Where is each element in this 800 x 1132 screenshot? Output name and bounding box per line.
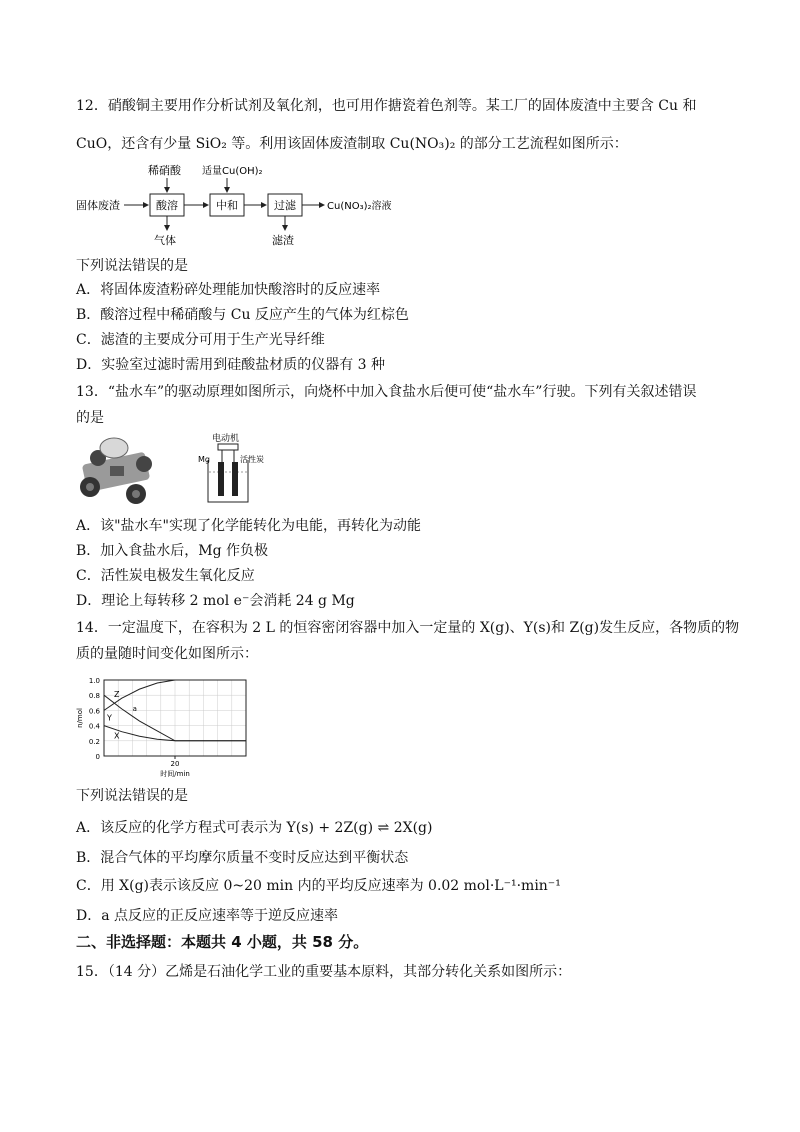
point-a-label: a	[132, 705, 137, 714]
flow-step3: 过滤	[274, 199, 296, 212]
flow-end: Cu(NO₃)₂溶液	[327, 201, 392, 212]
q12-option-a: A．将固体废渣粉碎处理能加快酸溶时的反应速率	[76, 282, 381, 298]
y-tick-label: 0.2	[88, 737, 100, 746]
series-label-y: Y	[107, 713, 112, 723]
x-tick-label: 20	[170, 760, 180, 768]
salt-water-car-photo	[74, 432, 160, 510]
q14-line2: 质的量随时间变化如图所示：	[76, 646, 258, 662]
mg-electrode-label: Mg	[198, 455, 210, 464]
q13-option-d: D．理论上每转移 2 mol e⁻会消耗 24 g Mg	[76, 593, 355, 609]
flow-step2-in: 适量Cu(OH)₂	[202, 166, 263, 177]
q13-option-a: A．该"盐水车"实现了化学能转化为电能，再转化为动能	[76, 518, 421, 534]
y-tick-label: 0.8	[88, 692, 100, 701]
flow-step3-out: 滤渣	[272, 234, 294, 247]
q14-stem: 下列说法错误的是	[76, 788, 188, 804]
flow-step2: 中和	[216, 199, 238, 212]
q14-option-c: C．用 X(g)表示该反应 0~20 min 内的平均反应速率为 0.02 mol·L⁻¹·min⁻¹	[76, 878, 561, 894]
y-tick-label: 0.6	[88, 707, 100, 716]
motor-label: 电动机	[212, 434, 240, 444]
q12-line2: CuO，还含有少量 SiO₂ 等。利用该固体废渣制取 Cu(NO₃)₂ 的部分工艺流程如图所示：	[76, 136, 628, 152]
q12-option-b: B．酸溶过程中稀硝酸与 Cu 反应产生的气体为红棕色	[76, 307, 409, 323]
section-2-heading: 二、非选择题：本题共 4 小题，共 58 分。	[76, 933, 369, 951]
y-axis-label: n/mol	[76, 708, 84, 728]
q14-option-b: B．混合气体的平均摩尔质量不变时反应达到平衡状态	[76, 850, 409, 866]
q13-line2: 的是	[76, 410, 104, 426]
q12-flowchart	[74, 160, 424, 250]
q13-option-c: C．活性炭电极发生氧化反应	[76, 568, 255, 584]
q14-chart	[74, 668, 254, 778]
q13-cell-diagram	[196, 432, 276, 512]
flow-step1-out: 气体	[154, 234, 176, 247]
q12-stem: 下列说法错误的是	[76, 258, 188, 274]
q13-option-b: B．加入食盐水后，Mg 作负极	[76, 543, 269, 559]
y-tick-label: 0.4	[88, 722, 100, 731]
flow-step1-in: 稀硝酸	[148, 164, 181, 177]
y-tick-label: 1.0	[88, 677, 100, 685]
q14-option-d: D．a 点反应的正反应速率等于逆反应速率	[76, 908, 339, 924]
q15-line1: 15．（14 分）乙烯是石油化学工业的重要基本原料，其部分转化关系如图所示：	[76, 964, 572, 980]
q12-option-d: D．实验室过滤时需用到硅酸盐材质的仪器有 3 种	[76, 357, 386, 373]
carbon-electrode-label: 活性炭	[240, 455, 264, 464]
q13-line1: 13．“盐水车”的驱动原理如图所示，向烧杯中加入食盐水后便可使“盐水车”行驶。下列有关叙述错误	[76, 384, 697, 400]
q14-option-a: A．该反应的化学方程式可表示为 Y(s) + 2Z(g) ⇌ 2X(g)	[76, 820, 433, 836]
series-label-z: Z	[114, 690, 120, 700]
y-tick-label: 0	[95, 753, 100, 761]
flow-step1: 酸溶	[156, 199, 178, 212]
q14-line1: 14．一定温度下，在容积为 2 L 的恒容密闭容器中加入一定量的 X(g)、Y(s)和 Z(g)发生反应，各物质的物	[76, 620, 740, 636]
x-axis-label: 时间/min	[160, 770, 190, 778]
q12-option-c: C．滤渣的主要成分可用于生产光导纤维	[76, 332, 325, 348]
series-label-x: X	[114, 731, 120, 741]
flow-start: 固体废渣	[76, 199, 120, 212]
q12-line1: 12．硝酸铜主要用作分析试剂及氧化剂，也可用作搪瓷着色剂等。某工厂的固体废渣中主要含 Cu 和	[76, 98, 697, 114]
